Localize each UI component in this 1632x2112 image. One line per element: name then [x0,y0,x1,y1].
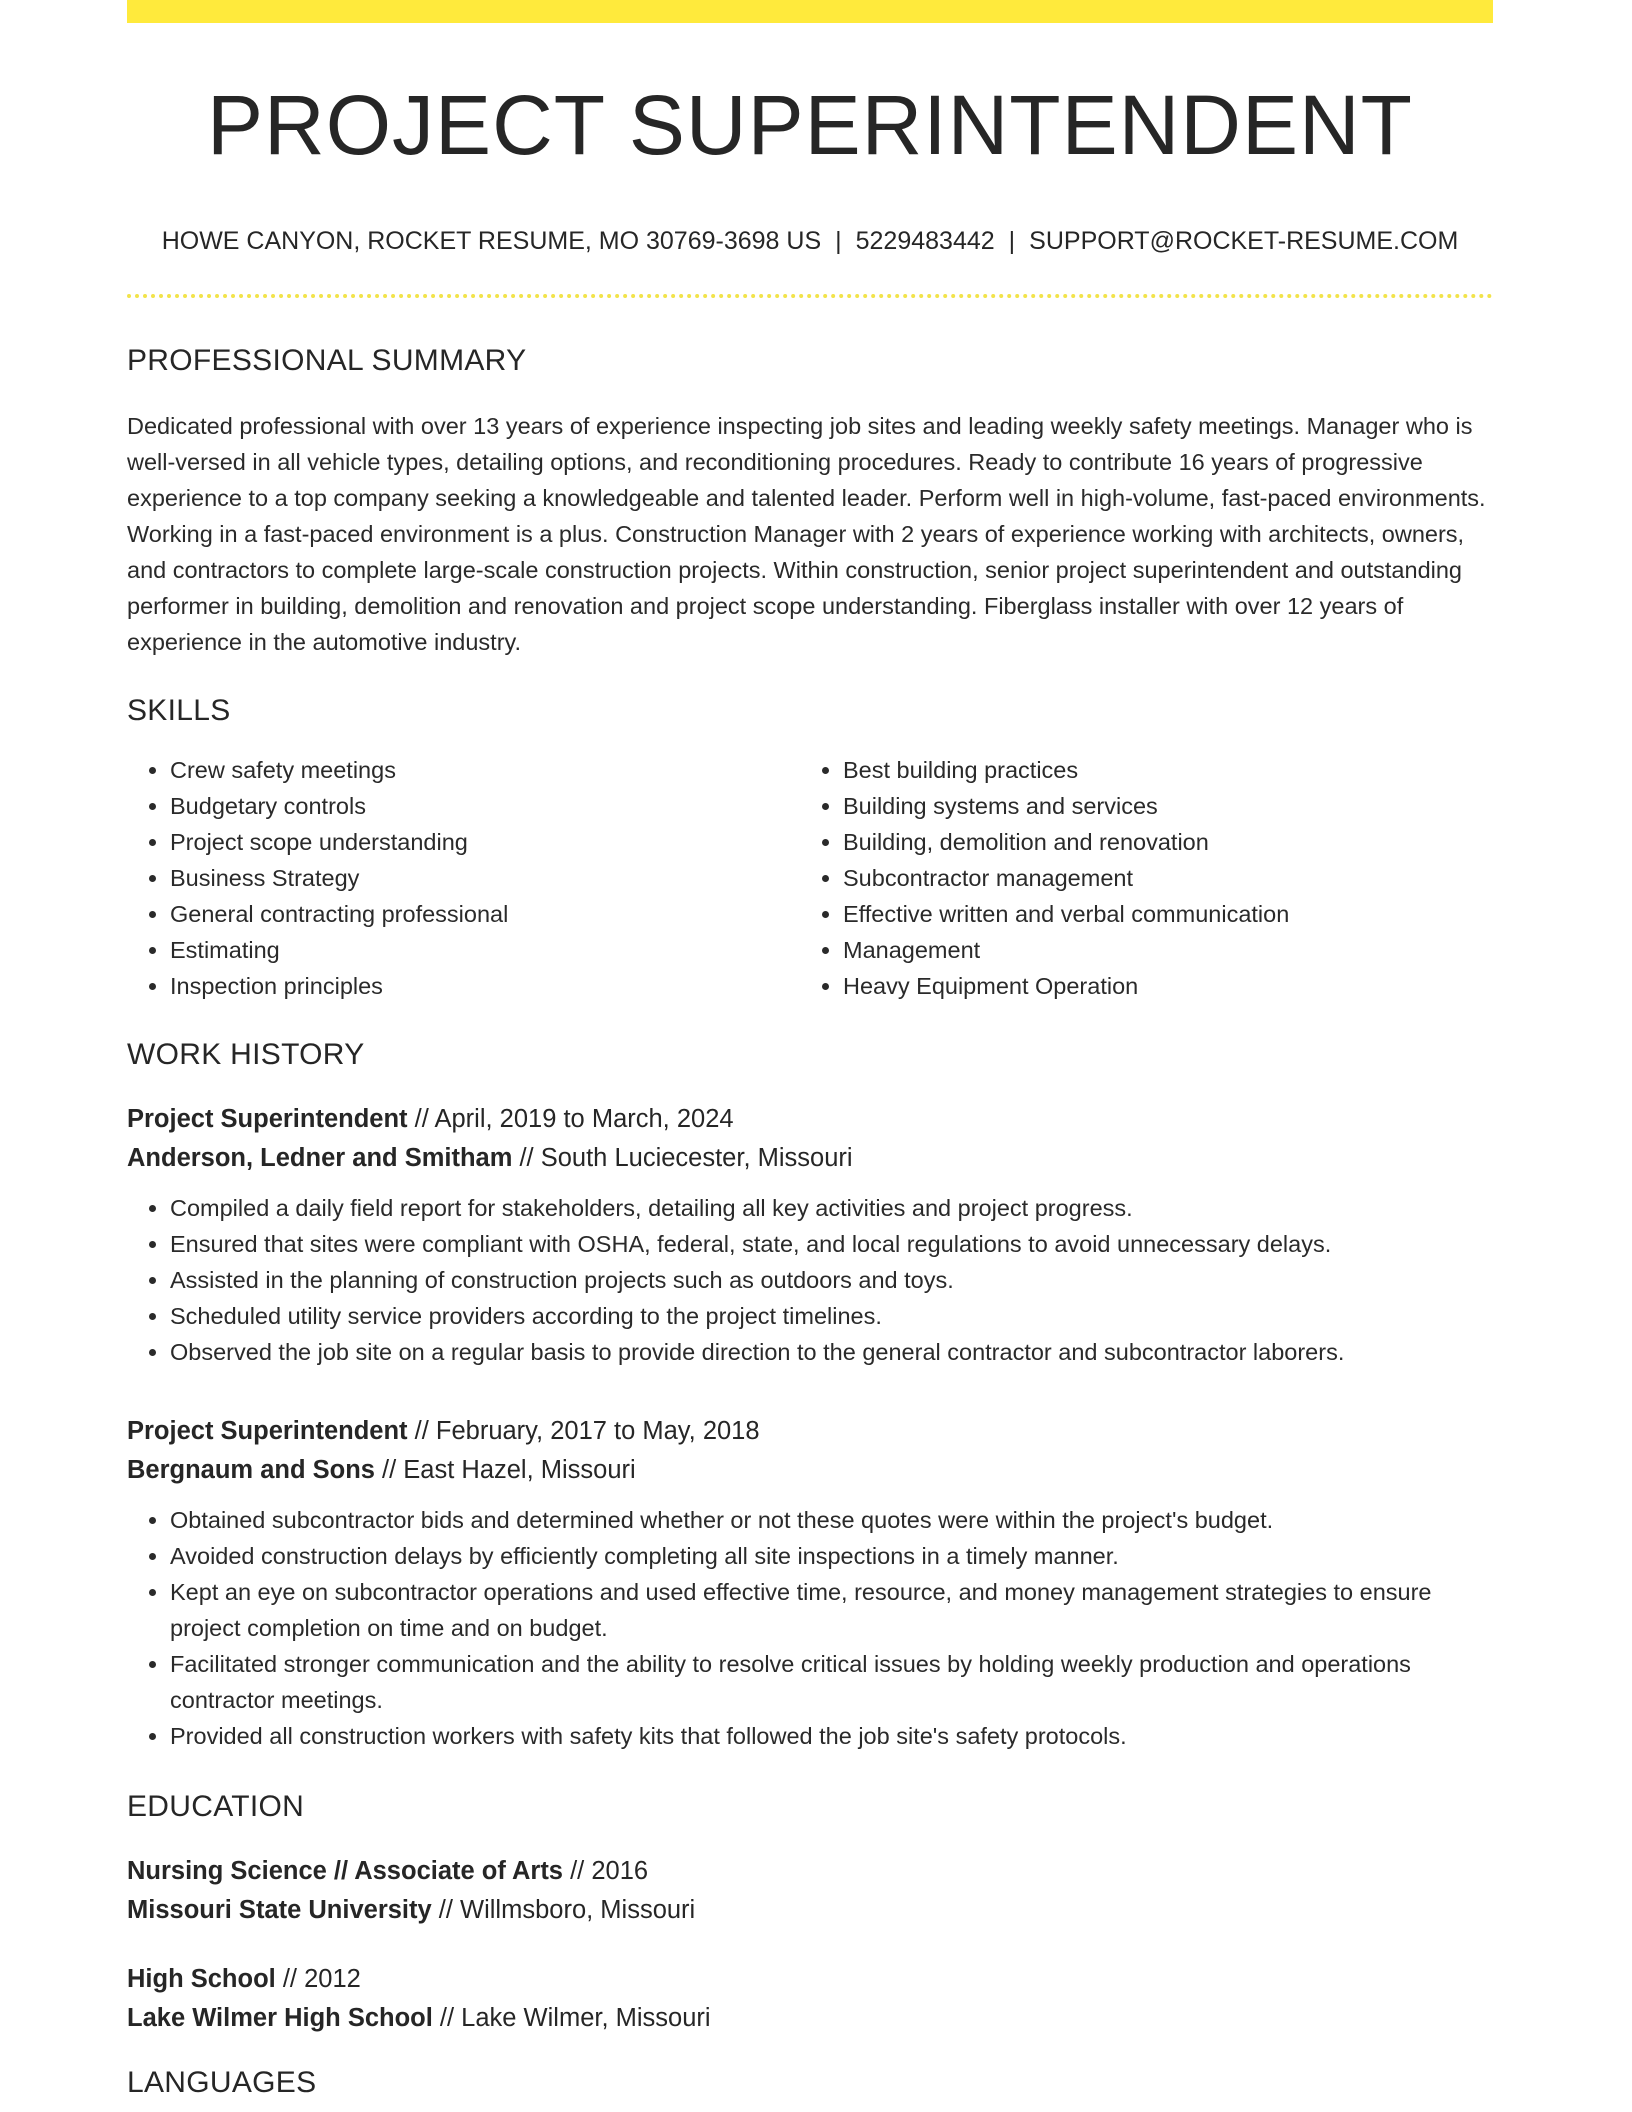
contact-phone: 5229483442 [855,227,995,255]
job-dates: // April, 2019 to March, 2024 [407,1105,734,1133]
job-location: // South Luciecester, Missouri [512,1144,853,1172]
education-year: // 2016 [563,1857,649,1885]
job-company-line [127,1451,1493,1490]
job-bullet: • Provided all construction workers with safety kits that followed the job site's safety protocols. [170,1718,1493,1754]
contact-email: SUPPORT@ROCKET-RESUME.COM [1029,227,1459,255]
skill-item: • Building systems and services [843,788,1473,824]
education-degree-line [127,1960,1493,1999]
job-bullets [127,1190,1493,1370]
skills-heading: SKILLS [127,694,231,727]
skills-right-list [800,752,1473,1004]
resume-page [127,0,1493,2098]
education-degree: Nursing Science // Associate of Arts [127,1857,563,1885]
job-bullet: • Avoided construction delays by efficiently completing all site inspections in a timely manner. [170,1538,1493,1574]
job-role: Project Superintendent [127,1105,408,1133]
job-bullet: • Obtained subcontractor bids and determined whether or not these quotes were within the project's budget. [170,1502,1493,1538]
job-bullet: • Assisted in the planning of construction projects such as outdoors and toys. [170,1262,1493,1298]
skill-item: • Crew safety meetings [170,752,800,788]
skills-columns [127,752,1493,1004]
job-bullet: • Facilitated stronger communication and the ability to resolve critical issues by holding weekly production and operations contractor meetings. [170,1646,1493,1718]
education-school-line [127,1891,1493,1930]
skill-item: • Subcontractor management [843,860,1473,896]
job-dates: // February, 2017 to May, 2018 [407,1417,760,1445]
skill-item: • Estimating [170,932,800,968]
education-degree: High School [127,1965,276,1993]
job-company-line [127,1139,1493,1178]
job-company: Bergnaum and Sons [127,1456,375,1484]
summary-heading: PROFESSIONAL SUMMARY [127,344,527,377]
job-bullet: • Kept an eye on subcontractor operations and used effective time, resource, and money management strategies to ensure project completion on time and on budget. [170,1574,1493,1646]
skill-item: • Building, demolition and renovation [843,824,1473,860]
accent-top-bar [127,0,1493,23]
skill-item: • Business Strategy [170,860,800,896]
contact-address: HOWE CANYON, ROCKET RESUME, MO 30769-3698 US [161,227,822,255]
skill-item: • Management [843,932,1473,968]
summary-text: Dedicated professional with over 13 years of experience inspecting job sites and leading weekly safety meetings. Manager who is well-versed in all vehicle types, detailing options, and reconditioning procedures. Ready to contribute 16 years of progressive experience to a top company seeking a knowledgeable and talented leader. Perform well in high-volume, fast-paced environments. Working in a fast-paced environment is a plus. Construction Manager with 2 years of experience working with architects, owners, and contractors to complete large-scale construction projects. Within construction, senior project superintendent and outstanding performer in building, demolition and renovation and project scope understanding. Fiberglass installer with over 12 years of experience in the automotive industry. [127,413,1486,655]
job-location: // East Hazel, Missouri [374,1456,636,1484]
resume-name: PROJECT SUPERINTENDENT [207,78,1413,172]
education-location: // Willmsboro, Missouri [431,1896,696,1924]
skill-item: • Effective written and verbal communication [843,896,1473,932]
job-role: Project Superintendent [127,1417,408,1445]
skill-item: • Best building practices [843,752,1473,788]
skill-item: • Inspection principles [170,968,800,1004]
education-entry [127,1960,1493,2038]
education-degree-line [127,1852,1493,1891]
job-title-line [127,1100,1493,1139]
education-school-line [127,1999,1493,2038]
job-title-line [127,1412,1493,1451]
education-location: // Lake Wilmer, Missouri [432,2004,711,2032]
job-bullet: • Ensured that sites were compliant with OSHA, federal, state, and local regulations to avoid unnecessary delays. [170,1226,1493,1262]
skills-left-list [127,752,800,1004]
languages-heading: LANGUAGES [127,2066,317,2099]
skill-item: • Budgetary controls [170,788,800,824]
skill-item: • General contracting professional [170,896,800,932]
job-bullet: • Observed the job site on a regular basis to provide direction to the general contractor and subcontractor laborers. [170,1334,1493,1370]
contact-separator: | [1008,227,1016,255]
dotted-divider [127,294,1493,298]
education-heading: EDUCATION [127,1790,305,1823]
education-school: Missouri State University [127,1896,432,1924]
skill-item: • Project scope understanding [170,824,800,860]
job-entry [127,1412,1493,1754]
job-bullet: • Compiled a daily field report for stakeholders, detailing all key activities and project progress. [170,1190,1493,1226]
contact-line [127,229,1493,254]
education-school: Lake Wilmer High School [127,2004,433,2032]
job-entry [127,1100,1493,1370]
contact-separator: | [835,227,842,255]
skill-item: • Heavy Equipment Operation [843,968,1473,1004]
work-history-heading: WORK HISTORY [127,1038,365,1071]
job-bullet: • Scheduled utility service providers according to the project timelines. [170,1298,1493,1334]
education-year: // 2012 [275,1965,361,1993]
education-entry [127,1852,1493,1930]
job-company: Anderson, Ledner and Smitham [127,1144,513,1172]
job-bullets [127,1502,1493,1754]
